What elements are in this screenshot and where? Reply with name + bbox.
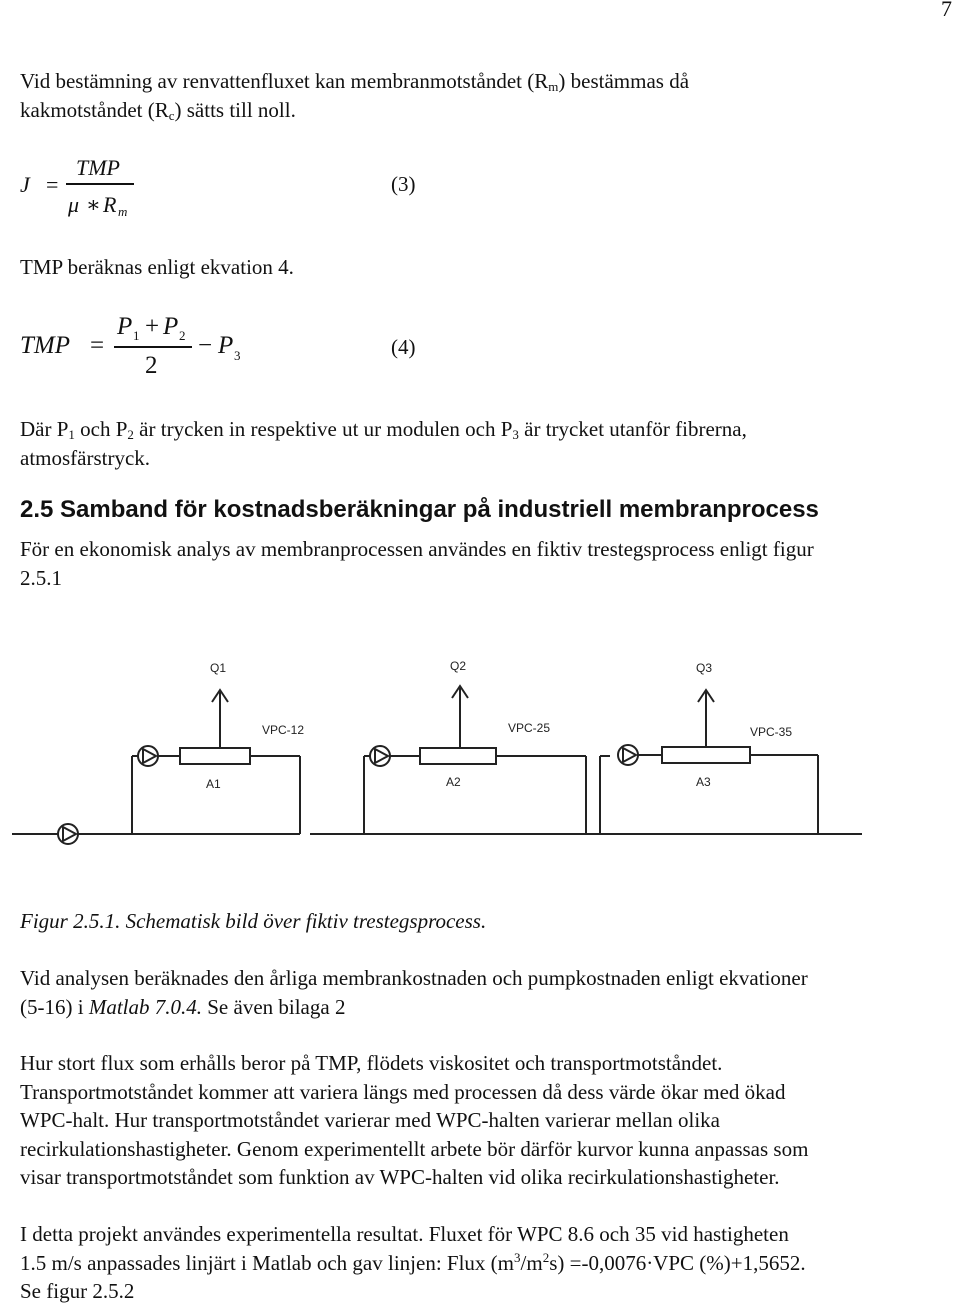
- stage-3-pump-icon: [618, 745, 638, 765]
- stage-1-area-label: A1: [206, 777, 221, 791]
- eq4-P3-subscript: 3: [234, 348, 241, 363]
- stage-3-area-label: A3: [696, 775, 711, 789]
- paragraph-results-line-2: 1.5 m/s anpassades linjärt i Matlab och gav linjen: Flux $(m^3/m^2s) =-0,0076\cdot VPC$ (%)+1,5652.: [20, 1249, 806, 1275]
- paragraph-intro: [20, 67, 920, 124]
- paragraph-tmp: TMP beräknas enligt ekvation 4.: [20, 255, 294, 279]
- equation-3: [0, 150, 460, 230]
- paragraph-analysis: [20, 535, 960, 592]
- stage-2-q-label: Q2: [450, 659, 467, 673]
- stage-3-vpc-label: VPC-35: [750, 725, 793, 739]
- paragraph-results: [20, 1220, 960, 1306]
- stage-2-vpc-label: VPC-25: [508, 721, 551, 735]
- paragraph-pressures-line-1: Där $P_1$ och $P_2$ är trycken in respektive ut ur modulen och $P_3$ är trycket utanför fibrerna,: [20, 417, 747, 442]
- stage-3-membrane-module: [662, 747, 750, 763]
- paragraph-transport-line-5: visar transportmotståndet som funktion av WPC-halten vid olika recirkulationshastigheter.: [20, 1165, 780, 1189]
- paragraph-intro-line-2: kakmotståndet $(R_c)$ sätts till noll.: [20, 97, 296, 123]
- paragraph-transport-line-4: recirkulationshastigheter. Genom experimentellt arbete bör därför kurvor kunna anpassas som: [20, 1136, 809, 1161]
- stage-1-membrane-module: [180, 748, 250, 764]
- eq4-plus: +: [145, 313, 160, 340]
- eq4-minus: −: [198, 332, 213, 359]
- paragraph-analysis-line-1: För en ekonomisk analys av membranprocessen användes en fiktiv trestegsprocess enligt figur: [20, 537, 814, 561]
- stage-1-vpc-label: VPC-12: [262, 723, 305, 737]
- paragraph-matlab-line-1: Vid analysen beräknades den årliga membrankostnaden och pumpkostnaden enligt ekvationer: [20, 966, 808, 990]
- eq4-lhs: TMP: [20, 332, 70, 359]
- feed-pump-icon: [58, 824, 78, 844]
- eq4-P2: P: [163, 313, 179, 340]
- paragraph-results-line-1: I detta projekt användes experimentella resultat. Fluxet för WPC 8.6 och 35 vid hastigheten: [20, 1222, 789, 1246]
- paragraph-pressures-line-2: atmosfärstryck.: [20, 445, 151, 470]
- eq3-number: (3): [391, 172, 416, 196]
- stage-3-q-label: Q3: [696, 661, 713, 675]
- eq4-P3: P: [218, 332, 234, 359]
- paragraph-transport-line-1: Hur stort flux som erhålls beror på TMP, flödets viskositet och transportmotståndet.: [20, 1051, 723, 1075]
- section-heading: 2.5 Samband för kostnadsberäkningar på industriell membranprocess: [20, 496, 819, 523]
- eq4-equals: =: [90, 332, 105, 359]
- paragraph-pressures: [20, 415, 940, 472]
- eq3-equals: =: [46, 172, 59, 197]
- eq3-R: R: [103, 192, 117, 217]
- stage-1-pump-icon: [138, 746, 158, 766]
- paragraph-results-line-3: Se figur 2.5.2: [20, 1279, 135, 1303]
- paragraph-transport: [20, 1049, 960, 1192]
- eq4-P2-subscript: 2: [179, 328, 186, 343]
- paragraph-intro-line-1: Vid bestämning av renvattenfluxet kan membranmotståndet $(R_m)$ bestämmas då: [20, 69, 690, 94]
- paragraph-transport-line-3: WPC-halt. Hur transportmotståndet varierar med WPC-halten varierar mellan olika: [20, 1108, 720, 1132]
- stage-2-area-label: A2: [446, 775, 461, 789]
- eq4-denominator: 2: [145, 352, 158, 379]
- eq4-P1: P: [117, 313, 133, 340]
- page-number: 7: [941, 0, 952, 21]
- stage-1-q-label: Q1: [210, 661, 227, 675]
- paragraph-analysis-line-2: 2.5.1: [20, 565, 62, 590]
- eq3-fraction-line: [66, 183, 134, 185]
- equation-4: [0, 310, 460, 390]
- eq3-mu: μ: [68, 192, 80, 217]
- paragraph-matlab: [20, 964, 960, 1021]
- eq3-R-subscript: m: [118, 204, 128, 219]
- process-diagram: [0, 612, 900, 892]
- eq3-lhs: J: [20, 172, 30, 197]
- stage-2-membrane-module: [420, 748, 496, 764]
- paragraph-transport-line-2: Transportmotståndet kommer att variera längs med processen då dess värde ökar med ökad: [20, 1079, 786, 1104]
- eq3-numerator: TMP: [76, 155, 120, 180]
- stage-2-pump-icon: [370, 746, 390, 766]
- paragraph-matlab-line-2: (5-16) i Matlab 7.0.4. Se även bilaga 2: [20, 994, 346, 1019]
- figure-caption: Figur 2.5.1. Schematisk bild över fiktiv trestegsprocess.: [20, 909, 487, 933]
- eq3-star: ∗: [86, 192, 101, 217]
- eq4-P1-subscript: 1: [133, 328, 140, 343]
- eq4-number: (4): [391, 335, 416, 359]
- eq4-fraction-line: [114, 346, 192, 348]
